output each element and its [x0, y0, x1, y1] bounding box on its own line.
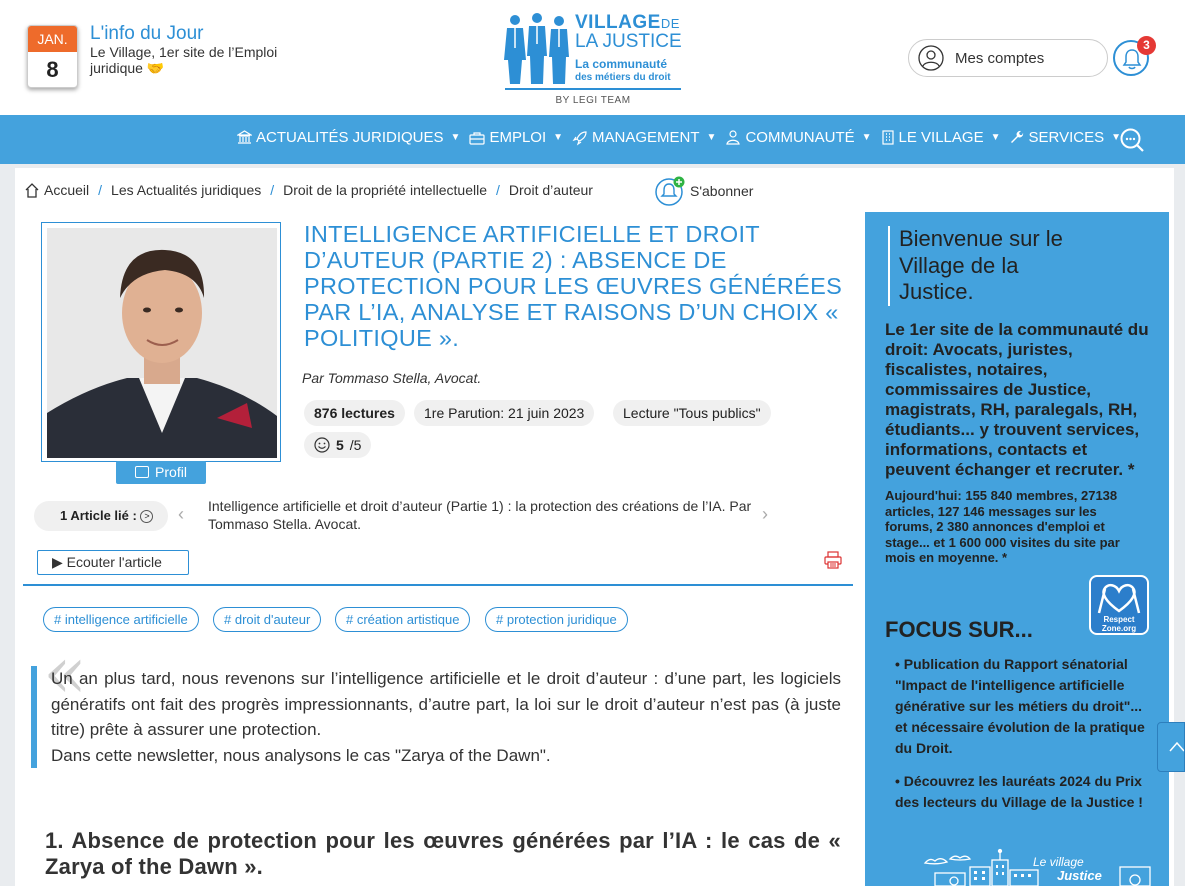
nav-management[interactable]	[572, 129, 716, 146]
author-photo-frame[interactable]	[41, 222, 281, 462]
subscribe-button[interactable]	[655, 176, 753, 206]
skyline-label-village: Le village	[1033, 855, 1084, 869]
briefcase-icon	[469, 131, 485, 145]
logo-de: DE	[660, 16, 680, 31]
building-icon	[881, 130, 895, 145]
nav-label: LE VILLAGE	[898, 129, 984, 146]
profil-button[interactable]	[116, 461, 206, 484]
logo-underline	[505, 88, 681, 90]
listen-article-button[interactable]	[37, 550, 189, 575]
play-icon: ▶	[52, 554, 63, 570]
focus-title: FOCUS SUR...	[885, 617, 1033, 642]
search-icon[interactable]	[1119, 127, 1145, 153]
focus-item-rapport[interactable]: • Publication du Rapport sénatorial "Impact de l'intelligence artificielle générative sur les métiers du droit"... et nécessaire évolution de la pratique du Droit.	[895, 656, 1145, 756]
caret-down-icon: ▼	[706, 132, 717, 143]
notification-count-badge: 3	[1137, 36, 1156, 55]
caret-down-icon: ▼	[450, 132, 461, 143]
breadcrumb-droit-auteur[interactable]: Droit d’auteur	[508, 182, 593, 198]
chevron-left-icon[interactable]: ‹	[178, 504, 184, 524]
respect-zone-label: Respect Zone.org	[1101, 615, 1137, 633]
sidebar-welcome: Bienvenue sur le Village de la Justice.	[888, 226, 1088, 306]
section-1-heading: 1. Absence de protection pour les œuvres générées par l’IA : le cas de « Zarya of the Dawn ».	[45, 828, 841, 879]
heart-hands-icon	[1091, 579, 1147, 615]
author-portrait-image	[47, 228, 277, 458]
respect-zone-logo[interactable]	[1089, 575, 1149, 635]
user-circle-icon	[917, 44, 945, 72]
breadcrumb	[24, 182, 593, 198]
breadcrumb-separator: /	[496, 182, 500, 198]
nav-services[interactable]	[1010, 129, 1122, 146]
smiley-icon	[314, 437, 330, 453]
sidebar-intro: Le 1er site de la communauté du droit: Avocats, juristes, fiscalistes, notaires, commissaires de Justice, magistrats, RH, paralegals, RH, étudiants... y trouvent services, informations, contacts et peuvent échanger et recruter. *	[885, 320, 1149, 479]
logo-village: VILLAGE	[575, 12, 661, 33]
nav-label: EMPLOI	[489, 129, 547, 146]
author-photo	[47, 228, 277, 458]
nav-label: MANAGEMENT	[592, 129, 700, 146]
date-month: JAN.	[28, 26, 77, 52]
print-icon[interactable]	[824, 551, 842, 569]
tag-protection-juridique[interactable]: # protection juridique	[485, 607, 628, 632]
listen-label: Ecouter l'article	[66, 554, 162, 570]
breadcrumb-propriete-intellectuelle[interactable]: Droit de la propriété intellectuelle	[283, 182, 488, 198]
home-icon[interactable]	[24, 183, 40, 198]
rating-badge[interactable]	[304, 432, 371, 458]
subscribe-label: S'abonner	[690, 183, 754, 199]
rating-max: /5	[349, 437, 362, 453]
tag-creation-artistique[interactable]: # création artistique	[335, 607, 470, 632]
related-label-text: 1 Article lié :	[60, 508, 137, 523]
nav-le-village[interactable]	[881, 129, 1001, 146]
arrow-circle-right-icon: >	[140, 510, 153, 523]
caret-down-icon: ▼	[1111, 132, 1121, 143]
sidebar-stats: Aujourd'hui: 155 840 membres, 27138 articles, 127 146 messages sur les forums, 2 380 annonces d'emploi et stage... et 1 600 000 visites du site par mois en moyenne. *	[885, 488, 1120, 565]
chevron-up-icon	[1158, 723, 1184, 771]
breadcrumb-separator: /	[98, 182, 103, 198]
people-icon	[725, 130, 741, 145]
id-card-icon	[135, 466, 149, 478]
nav-label: SERVICES	[1028, 129, 1105, 146]
logo-tagline-1: La communauté	[575, 57, 668, 71]
nav-emploi[interactable]	[469, 129, 563, 146]
skyline-label-justice: Justice	[1057, 868, 1102, 883]
reads-count-badge: 876 lectures	[304, 400, 405, 426]
rating-value: 5	[336, 437, 344, 453]
logo-tagline-2: des métiers du droit	[575, 72, 671, 83]
tag-droit-auteur[interactable]: # droit d'auteur	[213, 607, 321, 632]
date-day: 8	[46, 57, 59, 82]
caret-down-icon: ▼	[861, 132, 872, 143]
nav-actualites-juridiques[interactable]	[237, 129, 460, 146]
related-article-label	[34, 501, 168, 531]
focus-item-prix-lecteurs[interactable]: • Découvrez les lauréats 2024 du Prix des lecteurs du Village de la Justice !	[895, 773, 1143, 810]
published-date-badge: 1re Parution: 21 juin 2023	[414, 400, 594, 426]
nav-label: COMMUNAUTÉ	[745, 129, 855, 146]
logo-by-legi-team: BY LEGI TEAM	[555, 95, 631, 106]
date-badge	[27, 25, 78, 88]
caret-down-icon: ▼	[553, 132, 564, 143]
info-du-jour-text[interactable]: Le Village, 1er site de l’Emploi juridique 🤝	[90, 44, 278, 76]
article-byline: Par Tommaso Stella, Avocat.	[302, 370, 482, 386]
article-title: INTELLIGENCE ARTIFICIELLE ET DROIT D’AUTEUR (PARTIE 2) : ABSENCE DE PROTECTION POUR LES ŒUVRES GÉNÉRÉES PAR L’IA, ANALYSE ET RAISONS D’UN CHOIX « POLITIQUE ».	[304, 221, 843, 351]
mes-comptes-button[interactable]	[908, 39, 1108, 77]
profil-label: Profil	[155, 464, 187, 480]
related-article-link[interactable]: Intelligence artificielle et droit d’auteur (Partie 1) : la protection des créations de l’IA. Par Tommaso Stella. Avocat.	[208, 498, 752, 532]
article-intro	[31, 666, 841, 768]
scroll-to-top-button[interactable]	[1157, 722, 1185, 772]
bell-icon	[655, 176, 685, 206]
intro-paragraph-1: Un an plus tard, nous revenons sur l’intelligence artificielle et le droit d’auteur : d’une part, les logiciels génératifs ont fait des progrès impressionnants, d’autre part, la loi sur le droit d’auteur n’est pas (à juste titre) prête à assurer une protection.	[51, 669, 841, 739]
breadcrumb-accueil[interactable]: Accueil	[44, 182, 90, 198]
site-logo[interactable]	[503, 12, 685, 107]
building-icon	[237, 130, 252, 145]
audience-badge: Lecture "Tous publics"	[613, 400, 771, 426]
logo-la-justice: LA JUSTICE	[575, 31, 682, 52]
article-header-divider	[23, 584, 853, 586]
wrench-icon	[1010, 130, 1025, 145]
justice-figures-icon	[503, 12, 573, 87]
main-nav	[0, 115, 1185, 164]
nav-label: ACTUALITÉS JURIDIQUES	[256, 129, 444, 146]
caret-down-icon: ▼	[990, 132, 1001, 143]
breadcrumb-separator: /	[270, 182, 275, 198]
info-du-jour-title[interactable]: L'info du Jour	[90, 23, 204, 44]
intro-paragraph-2: Dans cette newsletter, nous analysons le cas "Zarya of the Dawn".	[51, 745, 551, 765]
site-header	[0, 0, 1185, 115]
chevron-right-icon[interactable]: ›	[762, 504, 768, 524]
tag-intelligence-artificielle[interactable]: # intelligence artificielle	[43, 607, 199, 632]
mes-comptes-label: Mes comptes	[955, 50, 1045, 67]
breadcrumb-actualites[interactable]: Les Actualités juridiques	[111, 182, 262, 198]
quote-mark-icon: «	[43, 630, 88, 714]
rocket-icon	[572, 130, 588, 146]
nav-communaute[interactable]	[725, 129, 871, 146]
